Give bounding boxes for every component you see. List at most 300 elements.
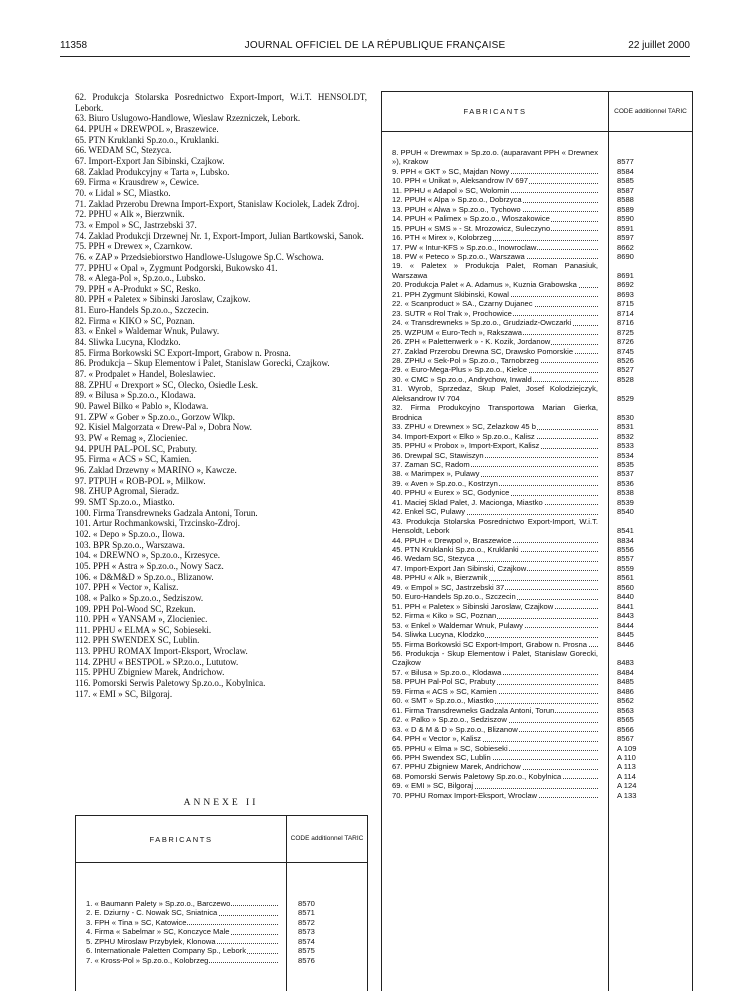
taric-code: 8726 xyxy=(617,337,634,347)
list-item: 84. Sliwka Lucyna, Klodzko. xyxy=(75,337,181,348)
fabricant-name xyxy=(392,479,598,488)
taric-code: 8574 xyxy=(298,936,315,946)
fabricant-name-text: 46. Wedam SC, Stezyca xyxy=(392,554,475,564)
table-body xyxy=(382,148,692,800)
list-item: 85. Firma Borkowski SC Export-Import, Grabow n. Prosna. xyxy=(75,347,291,358)
list-item: 117. « EMI » SC, Bilgoraj. xyxy=(75,688,173,699)
table-row xyxy=(382,186,692,195)
fabricant-name-text: 17. PW « Intur-KFS » Sp.zo.o., Inowroclaw xyxy=(392,242,537,252)
fabricant-name xyxy=(392,744,598,753)
fabricant-name xyxy=(392,252,598,261)
taric-code: 8559 xyxy=(617,563,634,573)
table-row xyxy=(382,715,692,724)
taric-code: 8526 xyxy=(617,355,634,365)
fabricant-name xyxy=(392,573,598,582)
list-item: 69. Firma « Krausdrew », Cewice. xyxy=(75,177,199,188)
table-row xyxy=(382,205,692,214)
table-row xyxy=(382,583,692,592)
table-row xyxy=(382,706,692,715)
table-header xyxy=(76,816,367,863)
list-item: 82. Firma « KIKO » SC, Poznan. xyxy=(75,315,195,326)
fabricant-name xyxy=(392,176,598,185)
fabricant-name xyxy=(392,715,598,724)
taric-code: 8576 xyxy=(298,955,315,965)
header-fabricants: FABRICANTS xyxy=(76,816,287,862)
fabricant-name-text: 49. « Empol » SC, Jastrzebski 37 xyxy=(392,582,505,592)
table-row xyxy=(382,677,692,686)
fabricant-name-text: 58. PPUH Pal-Pol SC, Prabuty xyxy=(392,677,496,687)
manufacturer-list xyxy=(75,92,367,699)
taric-code: 8588 xyxy=(617,195,634,205)
fabricant-name xyxy=(392,261,598,280)
taric-code: A 109 xyxy=(617,743,637,753)
fabricant-name xyxy=(392,365,598,374)
publication-date: 22 juillet 2000 xyxy=(628,40,690,51)
fabricant-name-text: 6. Internationale Paletten Company Sp., Lebork xyxy=(86,946,246,956)
fabricant-name-text: 27. Zaklad Przerobu Drewna SC, Drawsko Pomorskie xyxy=(392,346,574,356)
taric-code: 8714 xyxy=(617,308,634,318)
list-item: 107. PPH « Vector », Kalisz. xyxy=(75,582,179,593)
table-row xyxy=(382,554,692,563)
list-item: 97. PTPUH « ROB-POL », Milkow. xyxy=(75,475,206,486)
list-item: 110. PPH « YANSAM », Zlocieniec. xyxy=(75,614,208,625)
taric-code: A 133 xyxy=(617,790,637,800)
fabricant-name xyxy=(392,469,598,478)
table-row xyxy=(382,309,692,318)
fabricant-name xyxy=(392,621,598,630)
table-row xyxy=(382,545,692,554)
table-row xyxy=(382,479,692,488)
table-row xyxy=(382,337,692,346)
list-item: 104. « DREWNO », Sp.zo.o., Krzesyce. xyxy=(75,550,220,561)
list-item: 68. Zaklad Produkcyjny « Tarta », Lubsko. xyxy=(75,166,230,177)
fabricant-name-text: 14. PPUH « Palimex » Sp.zo.o., Wloszakowice xyxy=(392,214,550,224)
taric-code: 8561 xyxy=(617,573,634,583)
taric-code: 8446 xyxy=(617,639,634,649)
fabricant-name-text: 35. PPHU « Probox », Import-Export, Kalisz xyxy=(392,441,540,451)
fabricant-name-text: 48. PPHU « Alk », Bierzwnik xyxy=(392,573,488,583)
fabricant-name xyxy=(392,762,598,771)
fabricant-name-text: 8. PPUH « Drewmax » Sp.zo.o. (auparavant PPH « Drewnex »), Krakow xyxy=(392,148,598,167)
fabricant-name-text: 44. PPUH « Drewpol », Braszewice xyxy=(392,535,512,545)
taric-code: A 124 xyxy=(617,781,637,791)
table-row xyxy=(382,167,692,176)
fabricant-name-text: 64. PPH « Vector », Kalisz xyxy=(392,734,482,744)
fabricant-name-text: 7. « Kross-Pol » Sp.zo.o., Kolobrzeg xyxy=(86,955,209,965)
fabricant-name xyxy=(392,460,598,469)
list-item: 74. Zaklad Produkcji Drzewnej Nr. 1, Export-Import, Julian Bartkowski, Sanok. xyxy=(75,230,364,241)
list-item: 96. Zaklad Drzewny « MARINO », Kawcze. xyxy=(75,464,237,475)
table-row xyxy=(382,290,692,299)
annex-title: ANNEXE II xyxy=(183,798,259,808)
list-item: 94. PPUH PAL-POL SC, Prabuty. xyxy=(75,443,198,454)
table-row xyxy=(382,564,692,573)
fabricant-name xyxy=(392,791,598,800)
table-row xyxy=(382,762,692,771)
fabricant-name-text: 70. PPHU Romax Import-Eksport, Wroclaw xyxy=(392,790,538,800)
list-item: 112. PPH SWENDEX SC, Lublin. xyxy=(75,635,200,646)
taric-code: 8590 xyxy=(617,214,634,224)
fabricant-name-text: 18. PW « Peteco » Sp.zo.o., Warszawa xyxy=(392,251,525,261)
list-item: 98. ZHUP Agromal, Sieradz. xyxy=(75,486,180,497)
list-item: 72. PPHU « Alk », Bierzwnik. xyxy=(75,209,185,220)
fabricant-name-text: 66. PPH Swendex SC, Lublin xyxy=(392,753,491,762)
list-item: 65. PTN Kruklanki Sp.zo.o., Kruklanki. xyxy=(75,134,219,145)
table-row xyxy=(382,261,692,280)
table-row xyxy=(382,224,692,233)
table-row xyxy=(382,460,692,469)
taric-code: 8486 xyxy=(617,686,634,696)
fabricant-name-text: 52. Firma « Kiko » SC, Poznan xyxy=(392,611,497,621)
fabricant-name-text: 20. Produkcja Palet « A. Adamus », Kuznia Grabowska xyxy=(392,280,577,290)
table-row xyxy=(382,649,692,668)
list-item: 83. « Enkel » Waldemar Wnuk, Pulawy. xyxy=(75,326,220,337)
fabricant-name-text: 62. « Palko » Sp.zo.o., Sedziszow xyxy=(392,715,507,725)
fabricant-name-text: 43. Produkcja Stolarska Posrednictwo Export-Import, W.i.T. Hensoldt, Lebork xyxy=(392,516,598,536)
fabricant-name xyxy=(392,290,598,299)
table-row xyxy=(382,573,692,582)
taric-code: 8444 xyxy=(617,620,634,630)
taric-code: 8483 xyxy=(617,658,634,668)
taric-code: 8556 xyxy=(617,545,634,555)
table-row xyxy=(382,375,692,384)
table-body xyxy=(76,899,367,965)
fabricant-name xyxy=(392,186,598,195)
table-row xyxy=(382,536,692,545)
list-item: 95. Firma « ACS » SC, Kamien. xyxy=(75,454,192,465)
list-item: 113. PPHU ROMAX Import-Eksport, Wroclaw. xyxy=(75,646,248,657)
list-item: 71. Zaklad Przerobu Drewna Import-Export, Stanislaw Kociolek, Ladek Zdroj. xyxy=(75,198,360,209)
fabricant-name-text: 21. PPH Zygmunt Skibinski, Kowal xyxy=(392,289,509,299)
fabricant-name xyxy=(392,224,598,233)
table-row xyxy=(382,233,692,242)
fabricant-name xyxy=(392,668,598,677)
taric-code: 8531 xyxy=(617,422,634,432)
table-row xyxy=(382,451,692,460)
fabricant-name xyxy=(392,337,598,346)
table-row xyxy=(382,441,692,450)
fabricant-name-text: 29. « Euro-Mega-Plus » Sp.zo.o., Kielce xyxy=(392,365,528,375)
taric-code: 8441 xyxy=(617,601,634,611)
list-item: 116. Pomorski Serwis Paletowy Sp.zo.o., Kobylnica. xyxy=(75,678,266,689)
table-row xyxy=(382,384,692,403)
taric-code: 8565 xyxy=(617,715,634,725)
list-item: 102. « Depo » Sp.zo.o., Ilowa. xyxy=(75,528,185,539)
fabricant-name xyxy=(392,640,598,649)
taric-code: 8534 xyxy=(617,450,634,460)
fabricant-name xyxy=(392,554,598,563)
table-row xyxy=(76,946,367,955)
table-row xyxy=(382,621,692,630)
taric-code: 8693 xyxy=(617,289,634,299)
list-item: 80. PPH « Paletex » Sibinski Jaroslaw, Czajkow. xyxy=(75,294,251,305)
taric-code: 8591 xyxy=(617,223,634,233)
table-row xyxy=(382,365,692,374)
taric-code: 8691 xyxy=(617,270,634,280)
taric-code: 8532 xyxy=(617,431,634,441)
fabricant-name xyxy=(392,545,598,554)
list-item: 114. ZPHU « BESTPOL » SP.zo.o., Lututow. xyxy=(75,656,239,667)
table-row xyxy=(382,696,692,705)
fabricant-name-text: 69. « EMI » SC, Bilgoraj xyxy=(392,781,474,791)
fabricant-name xyxy=(86,937,278,946)
fabricant-name xyxy=(392,734,598,743)
fabricant-name xyxy=(392,649,598,668)
fabricant-name xyxy=(392,148,598,167)
taric-code: 8567 xyxy=(617,734,634,744)
table-row xyxy=(382,592,692,601)
taric-code: 8563 xyxy=(617,705,634,715)
fabricant-name-text: 60. « SMT » Sp.zo.o., Miastko xyxy=(392,696,494,706)
fabricant-name xyxy=(392,687,598,696)
fabricant-name-text: 50. Euro-Handels Sp.zo.o., Szczecin xyxy=(392,592,516,602)
taric-code: 8538 xyxy=(617,488,634,498)
taric-code: 8562 xyxy=(617,696,634,706)
fabricant-name xyxy=(392,753,598,762)
list-item: 108. « Palko » Sp.zo.o., Sedziszow. xyxy=(75,592,204,603)
fabricant-name xyxy=(392,441,598,450)
list-item: 86. Produkcja – Skup Elementow i Palet, Stanislaw Gorecki, Czajkow. xyxy=(75,358,330,369)
table-row xyxy=(382,176,692,185)
taric-code: 8485 xyxy=(617,677,634,687)
fabricant-name xyxy=(392,696,598,705)
taric-code: 8662 xyxy=(617,242,634,252)
fabricant-name xyxy=(392,725,598,734)
fabricant-name xyxy=(392,772,598,781)
table-row xyxy=(382,772,692,781)
fabricant-name xyxy=(86,908,278,917)
fabricant-name-text: 3. FPH « Tina » SC, Katowice xyxy=(86,917,187,927)
fabricant-name xyxy=(392,195,598,204)
table-row xyxy=(382,781,692,790)
taric-code: 8585 xyxy=(617,176,634,186)
list-item: 73. « Empol » SC, Jastrzebski 37. xyxy=(75,219,197,230)
taric-code: 8587 xyxy=(617,185,634,195)
list-item: 100. Firma Transdrewneks Gadzala Antoni, Torun. xyxy=(75,507,258,518)
fabricant-name-text: 59. Firma « ACS » SC, Kamien xyxy=(392,686,497,696)
taric-code: 8715 xyxy=(617,299,634,309)
list-item: 109. PPH Pol-Wood SC, Rzekun. xyxy=(75,603,196,614)
taric-code: 8834 xyxy=(617,535,634,545)
taric-code: 8716 xyxy=(617,318,634,328)
taric-code: 8725 xyxy=(617,327,634,337)
fabricant-name xyxy=(392,488,598,497)
table-row xyxy=(76,927,367,936)
fabricant-name xyxy=(392,347,598,356)
fabricant-name xyxy=(392,451,598,460)
table-row xyxy=(382,422,692,431)
fabricant-name-text: 37. Zaman SC, Radom xyxy=(392,459,470,469)
list-item: 93. PW « Remag », Zlocieniec. xyxy=(75,433,188,443)
table-row xyxy=(382,214,692,223)
table-row xyxy=(382,488,692,497)
taric-code: 8528 xyxy=(617,374,634,384)
fabricant-name-text: 41. Maciej Sklad Palet, J. Macionga, Miastko xyxy=(392,497,543,507)
fabricant-name-text: 67. PPHU Zbigniew Marek, Andrichow xyxy=(392,762,521,772)
table-row xyxy=(382,299,692,308)
fabricant-name-text: 33. ZPHU « Drewnex » SC, Zelazkow 45 b xyxy=(392,422,536,432)
table-row xyxy=(382,318,692,327)
table-row xyxy=(382,517,692,536)
taric-code: 8589 xyxy=(617,204,634,214)
list-item: 99. SMT Sp.zo.o., Miastko. xyxy=(75,496,175,507)
fabricant-name xyxy=(392,422,598,431)
fabricant-name-text: 16. PTH « Mirex », Kolobrzeg xyxy=(392,233,492,243)
fabricant-name xyxy=(86,946,278,955)
header-code-taric: CODE additionnel TARIC xyxy=(614,107,687,115)
fabricant-name-text: 30. « CMC » Sp.zo.o., Andrychow, Inwald xyxy=(392,374,532,384)
list-item: 75. PPH « Drewex », Czarnkow. xyxy=(75,241,193,252)
list-item: 92. Kisiel Malgorzata « Drew-Pal », Dobra Now. xyxy=(75,422,252,433)
fabricant-name-text: 10. PPH « Unikat », Aleksandrow IV 697 xyxy=(392,176,528,186)
fabricant-name-text: 9. PPH « GKT » SC, Majdan Nowy xyxy=(392,166,510,176)
table-row xyxy=(382,668,692,677)
fabricant-name xyxy=(392,309,598,318)
taric-code: A 110 xyxy=(617,753,636,762)
table-row xyxy=(382,507,692,516)
header-fabricants: FABRICANTS xyxy=(382,92,609,131)
taric-code: A 114 xyxy=(617,771,636,781)
taric-code: 8535 xyxy=(617,459,634,469)
fabricant-name-text: 68. Pomorski Serwis Paletowy Sp.zo.o., Kobylnica xyxy=(392,771,562,781)
list-item: 64. PPUH « DREWPOL », Braszewice. xyxy=(75,123,219,134)
list-item: 78. « Alega-Pol », Sp.zo.o., Lubsko. xyxy=(75,273,206,284)
taric-code: 8566 xyxy=(617,724,634,734)
fabricant-name-text: 28. ZPHU « Sek-Pol » Sp.zo.o., Tarnobrzeg xyxy=(392,355,539,365)
list-item: 115. PPHU Zbigniew Marek, Andrichow. xyxy=(75,667,225,678)
fabricant-name-text: 39. « Aven » Sp.zo.o., Kostrzyn xyxy=(392,478,498,488)
list-item: 76. « ZAP » Przedsiebiorstwo Handlowe-Uslugowe Sp.C. Wschowa. xyxy=(75,251,324,262)
taric-code: 8572 xyxy=(298,917,315,927)
fabricant-name xyxy=(86,918,278,927)
list-item: 105. PPH « Astra » Sp.zo.o., Nowy Sacz. xyxy=(75,560,224,571)
fabricant-name xyxy=(392,677,598,686)
list-item: 106. « D&M&D » Sp.zo.o., Blizanow. xyxy=(75,571,214,582)
list-item: 111. PPHU « ELMA » SC, Sobieseki. xyxy=(75,624,212,635)
fabricant-name-text: 31. Wyrob, Sprzedaz, Skup Palet, Josef Kolodziejczyk, Aleksandrow IV 704 xyxy=(392,384,598,403)
table-row xyxy=(382,602,692,611)
fabricant-name-text: 56. Produkcja - Skup Elementow i Palet, Stanislaw Gorecki, Czajkow xyxy=(392,649,598,668)
table-row xyxy=(382,347,692,356)
fabricant-name-text: 40. PPHU « Eurex » SC, Godynice xyxy=(392,488,510,498)
list-item: 81. Euro-Handels Sp.zo.o., Szczecin. xyxy=(75,305,209,316)
fabricant-name-text: 24. « Transdrewneks » Sp.zo.o., Grudziadz-Owczarki xyxy=(392,318,572,328)
list-item: 90. Pawel Bilko « Pablo », Klodawa. xyxy=(75,401,209,412)
list-item: 62. Produkcja Stolarska Posrednictwo Export-Import, W.i.T. HENSOLDT, Lebork. xyxy=(75,92,367,113)
left-column xyxy=(75,92,367,699)
taric-code: 8533 xyxy=(617,441,634,451)
fabricant-name xyxy=(392,205,598,214)
table-row xyxy=(382,356,692,365)
taric-code: 8529 xyxy=(617,393,634,403)
fabricant-name-text: 38. « Marimpex », Pulawy xyxy=(392,469,480,479)
fabricant-name xyxy=(392,517,598,536)
journal-title: JOURNAL OFFICIEL DE LA RÉPUBLIQUE FRANÇAISE xyxy=(244,40,506,51)
fabricant-name xyxy=(392,432,598,441)
fabricant-name-text: 57. « Bilusa » Sp.zo.o., Klodawa xyxy=(392,667,502,677)
fabricant-name-text: 11. PPHU « Adapol » SC, Wolomin xyxy=(392,185,510,195)
taric-code: 8571 xyxy=(298,908,315,918)
table-row xyxy=(382,148,692,167)
taric-code: 8557 xyxy=(617,554,634,564)
taric-code: 8537 xyxy=(617,469,634,479)
fabricant-name-text: 5. ZPHU Miroslaw Przybylek, Klonowa xyxy=(86,936,216,946)
table-row xyxy=(76,908,367,917)
fabricant-name-text: 25. WZPUM « Euro-Tech », Rakszawa xyxy=(392,327,522,337)
table-row xyxy=(382,328,692,337)
fabricant-name-text: 63. « D & M & D » Sp.zo.o., Blizanow xyxy=(392,724,518,734)
fabricant-name-text: 19. « Paletex » Produkcja Palet, Roman Panasiuk, Warszawa xyxy=(392,261,598,280)
list-item: 77. PPHU « Opal », Zygmunt Podgorski, Bukowsko 41. xyxy=(75,262,278,273)
fabricant-name xyxy=(392,507,598,516)
table-row xyxy=(382,744,692,753)
table-row xyxy=(382,734,692,743)
fabricant-name-text: 61. Firma Transdrewneks Gadzala Antoni, Torun xyxy=(392,705,555,715)
fabricant-name xyxy=(392,611,598,620)
fabricant-name-text: 55. Firma Borkowski SC Export-Import, Grabow n. Prosna xyxy=(392,639,587,649)
taric-code: 8536 xyxy=(617,478,634,488)
fabricant-name-text: 34. Import-Export « Elko » Sp.zo.o., Kalisz xyxy=(392,431,535,441)
fabricant-name-text: 22. « Scanproduct » SA., Czarny Dujanec xyxy=(392,299,533,309)
table-row xyxy=(382,252,692,261)
header-code-taric: CODE additionnel TARIC xyxy=(290,835,364,843)
table-row xyxy=(382,725,692,734)
fabricant-name xyxy=(392,564,598,573)
fabricant-name xyxy=(86,899,278,908)
fabricant-name-text: 51. PPH « Paletex » Sibinski Jaroslaw, Czajkow xyxy=(392,601,554,611)
fabricant-name xyxy=(392,328,598,337)
taric-code: 8541 xyxy=(617,526,634,536)
fabricant-name xyxy=(392,630,598,639)
table-row xyxy=(382,753,692,762)
header-rule xyxy=(60,56,690,57)
table-row xyxy=(382,403,692,422)
taric-code: 8445 xyxy=(617,630,634,640)
taric-code: 8527 xyxy=(617,365,634,375)
table-row xyxy=(382,791,692,800)
fabricant-name xyxy=(392,583,598,592)
list-item: 89. « Bilusa » Sp.zo.o., Klodawa. xyxy=(75,390,196,401)
fabricant-name xyxy=(86,927,278,936)
list-item: 63. Biuro Uslugowo-Handlowe, Wieslaw Rzezniczek, Lebork. xyxy=(75,113,301,124)
list-item: 87. « Prodpalet » Handel, Boleslawiec. xyxy=(75,369,216,380)
fabricant-name-text: 13. PPUH « Alwa » Sp.zo.o., Tychowo xyxy=(392,204,521,214)
taric-code: 8484 xyxy=(617,667,634,677)
table-row xyxy=(382,243,692,252)
fabricant-name xyxy=(392,167,598,176)
fabricant-name xyxy=(392,536,598,545)
taric-code: 8440 xyxy=(617,592,634,602)
annex-table-right xyxy=(381,91,693,991)
fabricant-name xyxy=(392,243,598,252)
fabricant-name xyxy=(392,356,598,365)
fabricant-name xyxy=(392,498,598,507)
fabricant-name xyxy=(392,706,598,715)
fabricant-name xyxy=(392,233,598,242)
table-row xyxy=(76,899,367,908)
fabricant-name xyxy=(392,403,598,422)
table-row xyxy=(382,195,692,204)
fabricant-name-text: 26. ZPH « Palettenwerk » - K. Kozik, Jordanow xyxy=(392,337,551,347)
table-row xyxy=(382,687,692,696)
fabricant-name-text: 32. Firma Produkcyjno Transportowa Marian Gierka, Brodnica xyxy=(392,403,598,422)
page-number: 11358 xyxy=(60,40,88,51)
fabricant-name-text: 47. Import-Export Jan Sibinski, Czajkow xyxy=(392,563,527,573)
fabricant-name xyxy=(86,956,278,965)
table-row xyxy=(382,630,692,639)
taric-code: 8570 xyxy=(298,899,315,908)
fabricant-name xyxy=(392,781,598,790)
